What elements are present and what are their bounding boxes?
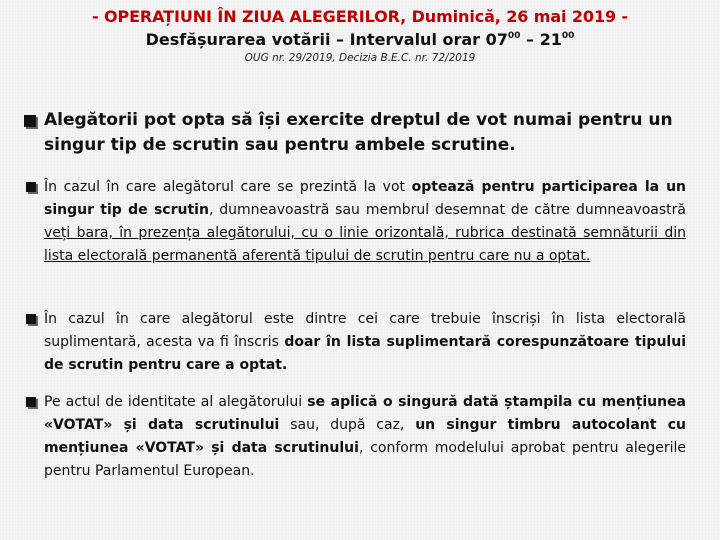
heading-separator: – 21 xyxy=(520,30,562,49)
square-bullet-icon xyxy=(26,182,36,192)
item-4-bold-1: se aplică o singură dată ștampila cu mențiunea «VOTAT» și data scrutinului xyxy=(44,394,687,433)
item-4-bold-2: un singur timbru autocolant cu mențiunea «VOTAT» și data scrutinului xyxy=(44,417,686,456)
square-bullet-icon xyxy=(24,115,36,127)
start-hour-superscript: 00 xyxy=(507,31,521,41)
legal-reference: OUG nr. 29/2019, Decizia B.E.C. nr. 72/2019 xyxy=(244,52,476,64)
item-2-underlined: veți bara, în prezența alegătorului, cu o linie orizontală, rubrica destinată semnăturii din lista electorală permanentă aferentă tipului de scrutin pentru care nu a optat. xyxy=(44,225,686,264)
bullet-item-1 xyxy=(44,108,686,158)
item-2-text: În cazul în care alegătorul care se prezintă la vot xyxy=(44,179,412,195)
bullet-item-2 xyxy=(44,176,686,268)
item-4-text-end: , conform modelului aprobat pentru alegerile pentru Parlamentul European. xyxy=(44,440,686,479)
item-4-text-cont: sau, după caz, xyxy=(279,417,416,433)
heading-text: Desfășurarea votării – Intervalul orar 07 xyxy=(145,30,508,49)
square-bullet-icon xyxy=(26,397,36,407)
slide-title: - OPERAȚIUNI ÎN ZIUA ALEGERILOR, Duminică, 26 mai 2019 - xyxy=(91,7,629,26)
square-bullet-icon xyxy=(26,314,36,324)
item-2-bold: optează pentru participarea la un singur tip de scrutin xyxy=(44,179,687,218)
voting-interval-heading xyxy=(0,30,720,49)
item-1-text: Alegătorii pot opta să își exercite dreptul de vot numai pentru un singur tip de scrutin sau pentru ambele scrutine. xyxy=(44,110,673,155)
item-4-text: Pe actul de identitate al alegătorului xyxy=(44,394,308,410)
item-3-text: În cazul în care alegătorul este dintre cei care trebuie înscriși în lista electorală suplimentară, acesta va fi înscris xyxy=(44,311,686,350)
bullet-item-3 xyxy=(44,308,686,377)
item-3-bold: doar în lista suplimentară corespunzătoare tipului de scrutin pentru care a optat. xyxy=(44,334,686,373)
item-2-text-cont: , dumneavoastră sau membrul desemnat de către dumneavoastră xyxy=(208,202,686,218)
bullet-item-4 xyxy=(44,391,686,483)
end-hour-superscript: 00 xyxy=(561,31,575,41)
